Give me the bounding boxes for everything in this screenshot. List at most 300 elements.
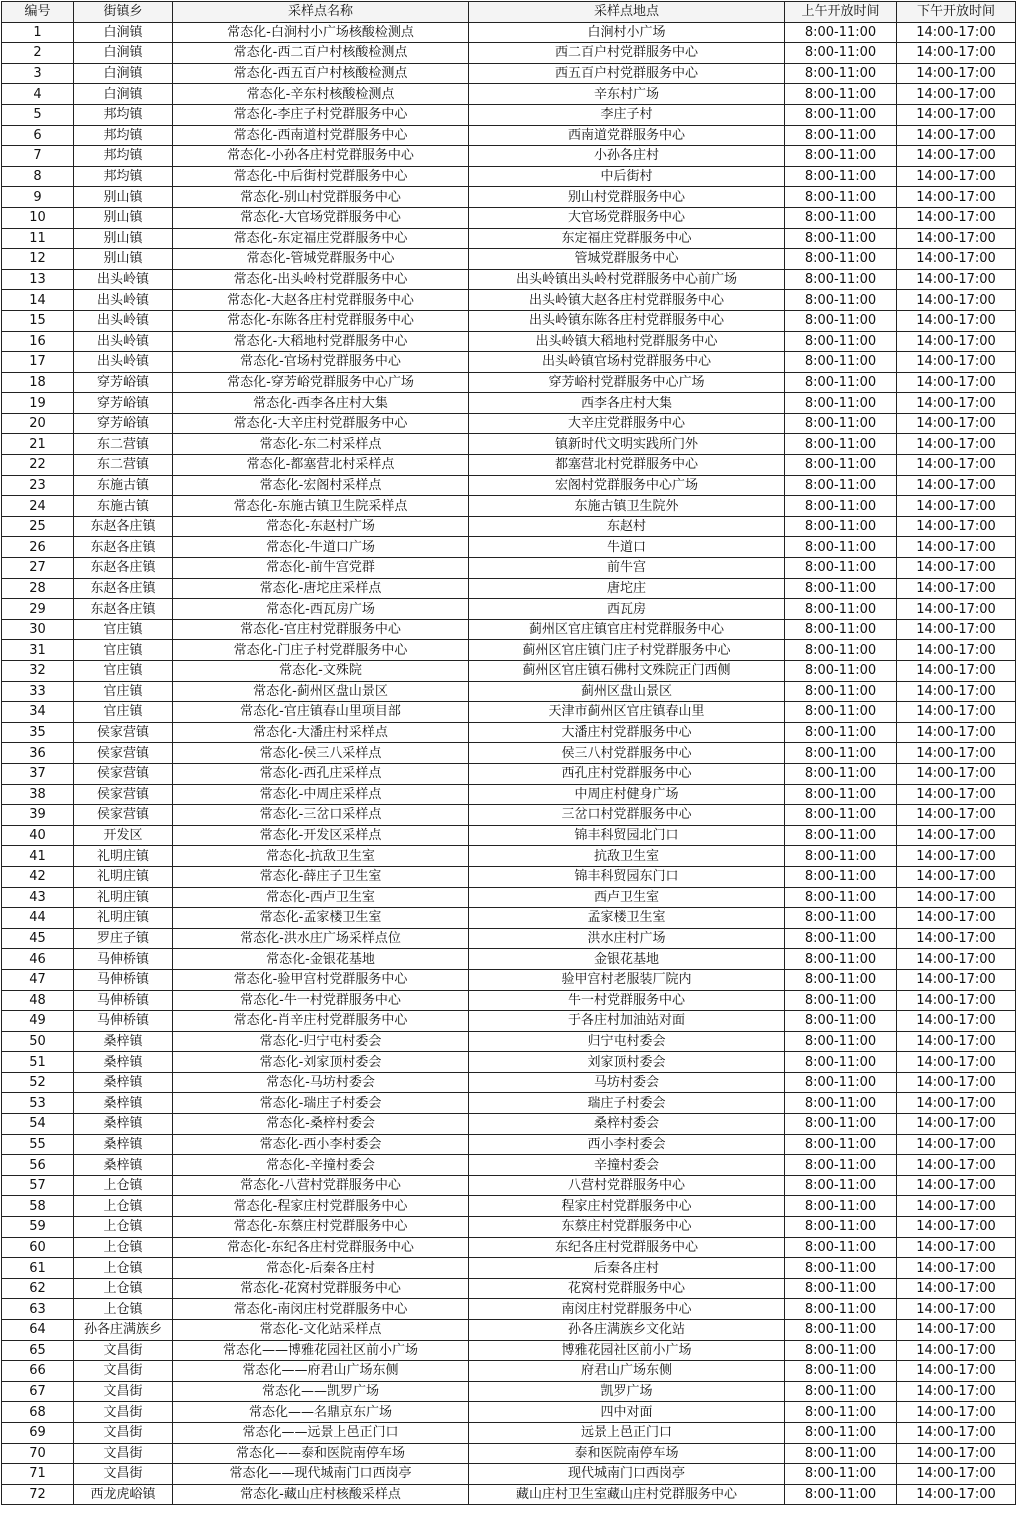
table-row — [2, 187, 1016, 208]
cell-id: 59 — [2, 1217, 74, 1238]
cell-town: 桑梓镇 — [74, 1093, 173, 1114]
cell-afternoon-hours: 14:00-17:00 — [897, 1011, 1016, 1032]
cell-site-name: 常态化-八营村党群服务中心 — [173, 1175, 469, 1196]
cell-afternoon-hours: 14:00-17:00 — [897, 805, 1016, 826]
table-row — [2, 146, 1016, 167]
table-row — [2, 228, 1016, 249]
cell-town: 东施古镇 — [74, 496, 173, 517]
cell-afternoon-hours: 14:00-17:00 — [897, 825, 1016, 846]
cell-site-location: 出头岭镇东陈各庄村党群服务中心 — [469, 310, 785, 331]
cell-town: 礼明庄镇 — [74, 908, 173, 929]
cell-town: 上仓镇 — [74, 1196, 173, 1217]
cell-morning-hours: 8:00-11:00 — [785, 784, 897, 805]
cell-site-location: 李庄子村 — [469, 104, 785, 125]
table-row — [2, 207, 1016, 228]
cell-site-location: 瑞庄子村委会 — [469, 1093, 785, 1114]
cell-id: 37 — [2, 763, 74, 784]
cell-afternoon-hours: 14:00-17:00 — [897, 640, 1016, 661]
table-row — [2, 475, 1016, 496]
cell-site-location: 西小李村委会 — [469, 1134, 785, 1155]
cell-id: 36 — [2, 743, 74, 764]
cell-town: 马伸桥镇 — [74, 1011, 173, 1032]
cell-town: 西龙虎峪镇 — [74, 1484, 173, 1505]
cell-town: 桑梓镇 — [74, 1072, 173, 1093]
cell-site-location: 东纪各庄村党群服务中心 — [469, 1237, 785, 1258]
table-row — [2, 455, 1016, 476]
cell-site-location: 金银花基地 — [469, 949, 785, 970]
cell-afternoon-hours: 14:00-17:00 — [897, 537, 1016, 558]
cell-site-location: 前牛宫 — [469, 558, 785, 579]
cell-morning-hours: 8:00-11:00 — [785, 1134, 897, 1155]
header-site-location: 采样点地点 — [469, 2, 785, 23]
cell-site-name: 常态化-东纪各庄村党群服务中心 — [173, 1237, 469, 1258]
table-row — [2, 63, 1016, 84]
cell-id: 25 — [2, 516, 74, 537]
cell-town: 官庄镇 — [74, 619, 173, 640]
cell-morning-hours: 8:00-11:00 — [785, 1175, 897, 1196]
table-row — [2, 413, 1016, 434]
table-row — [2, 722, 1016, 743]
cell-id: 5 — [2, 104, 74, 125]
cell-site-name: 常态化-西南道村党群服务中心 — [173, 125, 469, 146]
cell-site-name: 常态化-薛庄子卫生室 — [173, 866, 469, 887]
cell-town: 别山镇 — [74, 187, 173, 208]
cell-id: 27 — [2, 558, 74, 579]
cell-id: 13 — [2, 269, 74, 290]
cell-site-name: 常态化-马坊村委会 — [173, 1072, 469, 1093]
cell-id: 32 — [2, 661, 74, 682]
table-row — [2, 1484, 1016, 1505]
cell-site-location: 天津市蓟州区官庄镇春山里 — [469, 702, 785, 723]
header-id: 编号 — [2, 2, 74, 23]
cell-afternoon-hours: 14:00-17:00 — [897, 887, 1016, 908]
cell-afternoon-hours: 14:00-17:00 — [897, 1381, 1016, 1402]
table-row — [2, 866, 1016, 887]
cell-town: 马伸桥镇 — [74, 990, 173, 1011]
cell-site-name: 常态化-官场村党群服务中心 — [173, 352, 469, 373]
cell-site-location: 出头岭镇官场村党群服务中心 — [469, 352, 785, 373]
cell-site-name: 常态化-大潘庄村采样点 — [173, 722, 469, 743]
cell-site-name: 常态化-白涧村小广场核酸检测点 — [173, 22, 469, 43]
cell-site-name: 常态化-蓟州区盘山景区 — [173, 681, 469, 702]
cell-site-name: 常态化-大官场党群服务中心 — [173, 207, 469, 228]
cell-site-location: 西南道党群服务中心 — [469, 125, 785, 146]
cell-id: 71 — [2, 1464, 74, 1485]
cell-id: 39 — [2, 805, 74, 826]
cell-town: 邦均镇 — [74, 104, 173, 125]
cell-site-location: 辛东村广场 — [469, 84, 785, 105]
cell-afternoon-hours: 14:00-17:00 — [897, 1052, 1016, 1073]
cell-afternoon-hours: 14:00-17:00 — [897, 1361, 1016, 1382]
cell-afternoon-hours: 14:00-17:00 — [897, 599, 1016, 620]
table-row — [2, 1155, 1016, 1176]
cell-site-name: 常态化-东二村采样点 — [173, 434, 469, 455]
cell-afternoon-hours: 14:00-17:00 — [897, 908, 1016, 929]
table-row — [2, 1381, 1016, 1402]
cell-site-location: 三岔口村党群服务中心 — [469, 805, 785, 826]
table-row — [2, 22, 1016, 43]
cell-morning-hours: 8:00-11:00 — [785, 207, 897, 228]
cell-morning-hours: 8:00-11:00 — [785, 1320, 897, 1341]
cell-site-name: 常态化-都塞营北村采样点 — [173, 455, 469, 476]
table-row — [2, 1422, 1016, 1443]
cell-town: 邦均镇 — [74, 146, 173, 167]
cell-site-name: 常态化-藏山庄村核酸采样点 — [173, 1484, 469, 1505]
cell-afternoon-hours: 14:00-17:00 — [897, 43, 1016, 64]
cell-morning-hours: 8:00-11:00 — [785, 928, 897, 949]
cell-morning-hours: 8:00-11:00 — [785, 1381, 897, 1402]
cell-morning-hours: 8:00-11:00 — [785, 1422, 897, 1443]
cell-site-location: 蓟州区官庄镇官庄村党群服务中心 — [469, 619, 785, 640]
table-body — [2, 22, 1016, 1505]
cell-site-location: 府君山广场东侧 — [469, 1361, 785, 1382]
cell-town: 穿芳峪镇 — [74, 393, 173, 414]
cell-morning-hours: 8:00-11:00 — [785, 310, 897, 331]
cell-site-location: 西五百户村党群服务中心 — [469, 63, 785, 84]
cell-site-name: 常态化-西李各庄村大集 — [173, 393, 469, 414]
table-row — [2, 1217, 1016, 1238]
cell-id: 54 — [2, 1114, 74, 1135]
cell-site-name: 常态化-官庄村党群服务中心 — [173, 619, 469, 640]
cell-town: 上仓镇 — [74, 1237, 173, 1258]
cell-site-name: 常态化-金银花基地 — [173, 949, 469, 970]
cell-site-name: 常态化-宏阁村采样点 — [173, 475, 469, 496]
cell-id: 9 — [2, 187, 74, 208]
cell-morning-hours: 8:00-11:00 — [785, 475, 897, 496]
cell-morning-hours: 8:00-11:00 — [785, 1361, 897, 1382]
table-row — [2, 1361, 1016, 1382]
table-row — [2, 558, 1016, 579]
cell-site-name: 常态化-花窝村党群服务中心 — [173, 1278, 469, 1299]
cell-town: 桑梓镇 — [74, 1155, 173, 1176]
cell-id: 65 — [2, 1340, 74, 1361]
cell-afternoon-hours: 14:00-17:00 — [897, 496, 1016, 517]
table-row — [2, 1278, 1016, 1299]
cell-id: 48 — [2, 990, 74, 1011]
cell-site-name: 常态化-西五百户村核酸检测点 — [173, 63, 469, 84]
cell-site-name: 常态化-牛一村党群服务中心 — [173, 990, 469, 1011]
cell-site-name: 常态化-程家庄村党群服务中心 — [173, 1196, 469, 1217]
cell-site-name: 常态化——泰和医院南停车场 — [173, 1443, 469, 1464]
table-row — [2, 1340, 1016, 1361]
cell-town: 东赵各庄镇 — [74, 516, 173, 537]
table-row — [2, 990, 1016, 1011]
cell-afternoon-hours: 14:00-17:00 — [897, 1422, 1016, 1443]
cell-town: 礼明庄镇 — [74, 887, 173, 908]
cell-id: 23 — [2, 475, 74, 496]
cell-afternoon-hours: 14:00-17:00 — [897, 331, 1016, 352]
table-row — [2, 619, 1016, 640]
cell-id: 8 — [2, 166, 74, 187]
cell-morning-hours: 8:00-11:00 — [785, 1402, 897, 1423]
cell-town: 上仓镇 — [74, 1217, 173, 1238]
cell-site-location: 出头岭镇大赵各庄村党群服务中心 — [469, 290, 785, 311]
cell-site-name: 常态化-侯三八采样点 — [173, 743, 469, 764]
table-row — [2, 1237, 1016, 1258]
cell-town: 文昌街 — [74, 1381, 173, 1402]
cell-site-name: 常态化-小孙各庄村党群服务中心 — [173, 146, 469, 167]
cell-town: 穿芳峪镇 — [74, 413, 173, 434]
cell-id: 66 — [2, 1361, 74, 1382]
cell-id: 57 — [2, 1175, 74, 1196]
cell-afternoon-hours: 14:00-17:00 — [897, 1072, 1016, 1093]
cell-site-name: 常态化-后秦各庄村 — [173, 1258, 469, 1279]
cell-afternoon-hours: 14:00-17:00 — [897, 722, 1016, 743]
cell-morning-hours: 8:00-11:00 — [785, 1114, 897, 1135]
cell-morning-hours: 8:00-11:00 — [785, 1340, 897, 1361]
cell-morning-hours: 8:00-11:00 — [785, 393, 897, 414]
cell-morning-hours: 8:00-11:00 — [785, 516, 897, 537]
header-morning-hours: 上午开放时间 — [785, 2, 897, 23]
cell-site-name: 常态化-瑞庄子村委会 — [173, 1093, 469, 1114]
cell-id: 33 — [2, 681, 74, 702]
table-row — [2, 1114, 1016, 1135]
cell-site-name: 常态化——府君山广场东侧 — [173, 1361, 469, 1382]
cell-morning-hours: 8:00-11:00 — [785, 1443, 897, 1464]
cell-site-name: 常态化-大辛庄村党群服务中心 — [173, 413, 469, 434]
table-row — [2, 949, 1016, 970]
table-row — [2, 249, 1016, 270]
cell-site-location: 大辛庄党群服务中心 — [469, 413, 785, 434]
cell-site-location: 孟家楼卫生室 — [469, 908, 785, 929]
cell-afternoon-hours: 14:00-17:00 — [897, 146, 1016, 167]
cell-morning-hours: 8:00-11:00 — [785, 887, 897, 908]
cell-site-location: 西孔庄村党群服务中心 — [469, 763, 785, 784]
cell-town: 别山镇 — [74, 207, 173, 228]
cell-site-location: 马坊村委会 — [469, 1072, 785, 1093]
table-row — [2, 1072, 1016, 1093]
table-row — [2, 805, 1016, 826]
cell-morning-hours: 8:00-11:00 — [785, 949, 897, 970]
cell-town: 东施古镇 — [74, 475, 173, 496]
cell-afternoon-hours: 14:00-17:00 — [897, 63, 1016, 84]
table-row — [2, 331, 1016, 352]
table-row — [2, 887, 1016, 908]
cell-id: 21 — [2, 434, 74, 455]
table-row — [2, 640, 1016, 661]
cell-site-name: 常态化-官庄镇春山里项目部 — [173, 702, 469, 723]
cell-morning-hours: 8:00-11:00 — [785, 1484, 897, 1505]
cell-morning-hours: 8:00-11:00 — [785, 434, 897, 455]
cell-id: 24 — [2, 496, 74, 517]
cell-id: 22 — [2, 455, 74, 476]
cell-id: 19 — [2, 393, 74, 414]
cell-afternoon-hours: 14:00-17:00 — [897, 84, 1016, 105]
cell-afternoon-hours: 14:00-17:00 — [897, 1155, 1016, 1176]
table-row — [2, 1464, 1016, 1485]
cell-site-location: 侯三八村党群服务中心 — [469, 743, 785, 764]
cell-site-location: 四中对面 — [469, 1402, 785, 1423]
cell-afternoon-hours: 14:00-17:00 — [897, 949, 1016, 970]
cell-site-location: 锦丰科贸园北门口 — [469, 825, 785, 846]
cell-town: 上仓镇 — [74, 1299, 173, 1320]
cell-morning-hours: 8:00-11:00 — [785, 1072, 897, 1093]
cell-town: 马伸桥镇 — [74, 969, 173, 990]
cell-site-location: 程家庄村党群服务中心 — [469, 1196, 785, 1217]
cell-town: 白涧镇 — [74, 43, 173, 64]
cell-site-name: 常态化-文殊院 — [173, 661, 469, 682]
cell-site-name: 常态化-别山村党群服务中心 — [173, 187, 469, 208]
cell-site-name: 常态化-南闵庄村党群服务中心 — [173, 1299, 469, 1320]
cell-afternoon-hours: 14:00-17:00 — [897, 928, 1016, 949]
cell-morning-hours: 8:00-11:00 — [785, 290, 897, 311]
table-row — [2, 928, 1016, 949]
cell-site-name: 常态化-门庄子村党群服务中心 — [173, 640, 469, 661]
cell-site-name: 常态化-东施古镇卫生院采样点 — [173, 496, 469, 517]
cell-morning-hours: 8:00-11:00 — [785, 640, 897, 661]
cell-afternoon-hours: 14:00-17:00 — [897, 681, 1016, 702]
table-row — [2, 1093, 1016, 1114]
cell-site-location: 中后街村 — [469, 166, 785, 187]
cell-site-location: 白涧村小广场 — [469, 22, 785, 43]
cell-site-location: 牛道口 — [469, 537, 785, 558]
cell-site-location: 东定福庄党群服务中心 — [469, 228, 785, 249]
cell-id: 58 — [2, 1196, 74, 1217]
cell-afternoon-hours: 14:00-17:00 — [897, 990, 1016, 1011]
cell-town: 孙各庄满族乡 — [74, 1320, 173, 1341]
cell-site-name: 常态化——博雅花园社区前小广场 — [173, 1340, 469, 1361]
cell-id: 29 — [2, 599, 74, 620]
table-row — [2, 84, 1016, 105]
cell-morning-hours: 8:00-11:00 — [785, 146, 897, 167]
cell-id: 31 — [2, 640, 74, 661]
cell-morning-hours: 8:00-11:00 — [785, 1196, 897, 1217]
cell-town: 白涧镇 — [74, 22, 173, 43]
cell-afternoon-hours: 14:00-17:00 — [897, 228, 1016, 249]
table-row — [2, 125, 1016, 146]
cell-afternoon-hours: 14:00-17:00 — [897, 310, 1016, 331]
cell-site-location: 藏山庄村卫生室藏山庄村党群服务中心 — [469, 1484, 785, 1505]
cell-site-location: 于各庄村加油站对面 — [469, 1011, 785, 1032]
cell-town: 出头岭镇 — [74, 310, 173, 331]
cell-site-name: 常态化-穿芳峪党群服务中心广场 — [173, 372, 469, 393]
cell-site-name: 常态化-西瓦房广场 — [173, 599, 469, 620]
cell-id: 2 — [2, 43, 74, 64]
cell-site-name: 常态化-西孔庄采样点 — [173, 763, 469, 784]
cell-town: 东赵各庄镇 — [74, 578, 173, 599]
cell-id: 49 — [2, 1011, 74, 1032]
cell-site-name: 常态化-李庄子村党群服务中心 — [173, 104, 469, 125]
cell-morning-hours: 8:00-11:00 — [785, 1299, 897, 1320]
cell-town: 出头岭镇 — [74, 331, 173, 352]
cell-site-name: 常态化-肖辛庄村党群服务中心 — [173, 1011, 469, 1032]
cell-site-name: 常态化-唐坨庄采样点 — [173, 578, 469, 599]
table-row — [2, 908, 1016, 929]
cell-afternoon-hours: 14:00-17:00 — [897, 166, 1016, 187]
cell-town: 东赵各庄镇 — [74, 558, 173, 579]
cell-afternoon-hours: 14:00-17:00 — [897, 1217, 1016, 1238]
cell-afternoon-hours: 14:00-17:00 — [897, 269, 1016, 290]
cell-morning-hours: 8:00-11:00 — [785, 187, 897, 208]
cell-id: 40 — [2, 825, 74, 846]
cell-id: 28 — [2, 578, 74, 599]
cell-site-name: 常态化-开发区采样点 — [173, 825, 469, 846]
table-row — [2, 681, 1016, 702]
table-row — [2, 104, 1016, 125]
cell-morning-hours: 8:00-11:00 — [785, 43, 897, 64]
cell-morning-hours: 8:00-11:00 — [785, 1052, 897, 1073]
cell-id: 3 — [2, 63, 74, 84]
cell-town: 侯家营镇 — [74, 743, 173, 764]
cell-town: 上仓镇 — [74, 1175, 173, 1196]
table-row — [2, 434, 1016, 455]
cell-afternoon-hours: 14:00-17:00 — [897, 1443, 1016, 1464]
cell-town: 文昌街 — [74, 1340, 173, 1361]
cell-site-location: 现代城南门口西岗亭 — [469, 1464, 785, 1485]
cell-morning-hours: 8:00-11:00 — [785, 681, 897, 702]
cell-afternoon-hours: 14:00-17:00 — [897, 784, 1016, 805]
cell-id: 44 — [2, 908, 74, 929]
cell-id: 61 — [2, 1258, 74, 1279]
cell-afternoon-hours: 14:00-17:00 — [897, 516, 1016, 537]
cell-afternoon-hours: 14:00-17:00 — [897, 1196, 1016, 1217]
table-row — [2, 516, 1016, 537]
cell-morning-hours: 8:00-11:00 — [785, 413, 897, 434]
cell-afternoon-hours: 14:00-17:00 — [897, 249, 1016, 270]
cell-morning-hours: 8:00-11:00 — [785, 228, 897, 249]
cell-morning-hours: 8:00-11:00 — [785, 1278, 897, 1299]
cell-site-name: 常态化-抗敌卫生室 — [173, 846, 469, 867]
cell-site-name: 常态化-东蔡庄村党群服务中心 — [173, 1217, 469, 1238]
cell-morning-hours: 8:00-11:00 — [785, 599, 897, 620]
cell-afternoon-hours: 14:00-17:00 — [897, 1093, 1016, 1114]
cell-afternoon-hours: 14:00-17:00 — [897, 434, 1016, 455]
cell-morning-hours: 8:00-11:00 — [785, 372, 897, 393]
table-row — [2, 290, 1016, 311]
cell-afternoon-hours: 14:00-17:00 — [897, 1175, 1016, 1196]
cell-site-location: 穿芳峪村党群服务中心广场 — [469, 372, 785, 393]
cell-site-location: 南闵庄村党群服务中心 — [469, 1299, 785, 1320]
table-row — [2, 372, 1016, 393]
cell-site-name: 常态化-出头岭村党群服务中心 — [173, 269, 469, 290]
cell-morning-hours: 8:00-11:00 — [785, 1093, 897, 1114]
cell-morning-hours: 8:00-11:00 — [785, 1464, 897, 1485]
cell-site-name: 常态化-东赵村广场 — [173, 516, 469, 537]
cell-site-location: 归宁屯村委会 — [469, 1031, 785, 1052]
cell-afternoon-hours: 14:00-17:00 — [897, 866, 1016, 887]
cell-morning-hours: 8:00-11:00 — [785, 1258, 897, 1279]
cell-id: 12 — [2, 249, 74, 270]
cell-town: 别山镇 — [74, 249, 173, 270]
cell-town: 侯家营镇 — [74, 805, 173, 826]
cell-morning-hours: 8:00-11:00 — [785, 84, 897, 105]
cell-id: 17 — [2, 352, 74, 373]
cell-morning-hours: 8:00-11:00 — [785, 969, 897, 990]
cell-morning-hours: 8:00-11:00 — [785, 908, 897, 929]
cell-town: 邦均镇 — [74, 125, 173, 146]
cell-site-location: 中周庄村健身广场 — [469, 784, 785, 805]
cell-town: 文昌街 — [74, 1464, 173, 1485]
table-row — [2, 1175, 1016, 1196]
cell-town: 桑梓镇 — [74, 1052, 173, 1073]
cell-town: 上仓镇 — [74, 1278, 173, 1299]
cell-id: 15 — [2, 310, 74, 331]
cell-site-location: 刘家顶村委会 — [469, 1052, 785, 1073]
cell-site-location: 花窝村党群服务中心 — [469, 1278, 785, 1299]
cell-morning-hours: 8:00-11:00 — [785, 805, 897, 826]
cell-morning-hours: 8:00-11:00 — [785, 1237, 897, 1258]
cell-afternoon-hours: 14:00-17:00 — [897, 702, 1016, 723]
table-row — [2, 1299, 1016, 1320]
cell-afternoon-hours: 14:00-17:00 — [897, 969, 1016, 990]
cell-morning-hours: 8:00-11:00 — [785, 496, 897, 517]
cell-site-name: 常态化-归宁屯村委会 — [173, 1031, 469, 1052]
cell-site-name: 常态化-中后街村党群服务中心 — [173, 166, 469, 187]
cell-town: 官庄镇 — [74, 702, 173, 723]
cell-site-location: 东蔡庄村党群服务中心 — [469, 1217, 785, 1238]
cell-morning-hours: 8:00-11:00 — [785, 269, 897, 290]
cell-site-location: 大官场党群服务中心 — [469, 207, 785, 228]
